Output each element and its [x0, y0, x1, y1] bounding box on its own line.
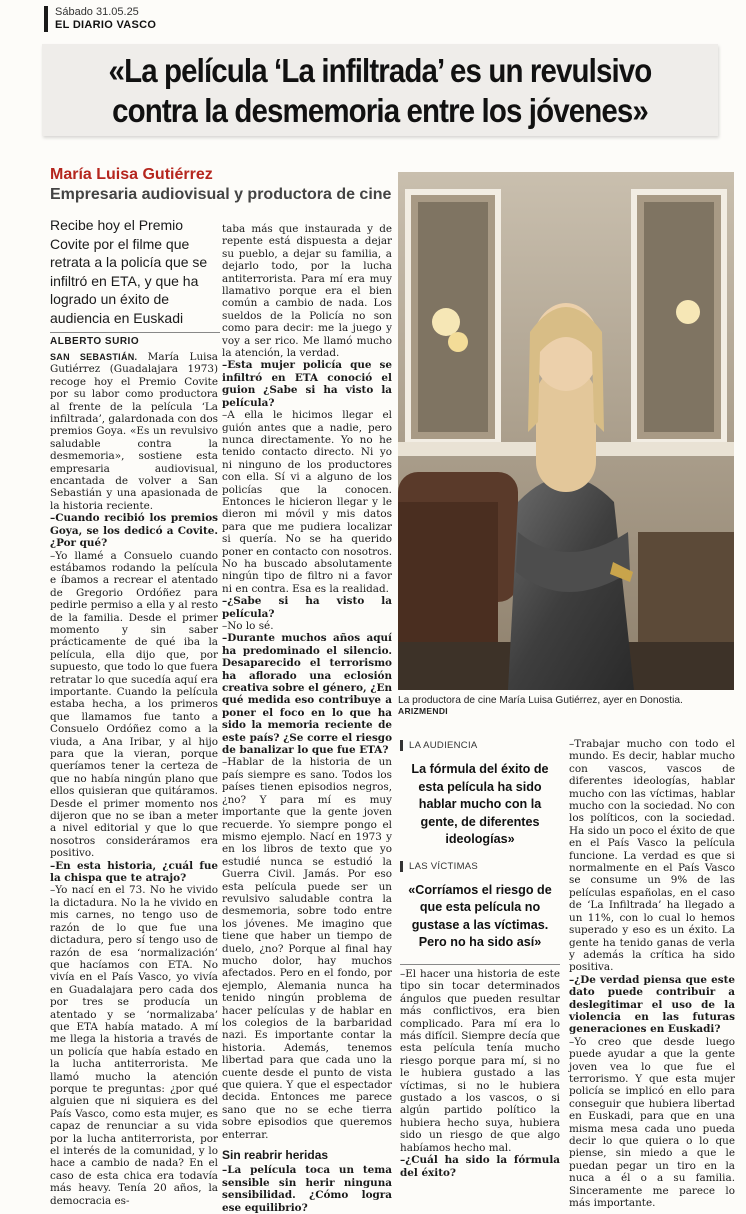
question: –La película toca un tema sensible sin herir ninguna sensibilidad. ¿Cómo logra ese equilibrio?: [222, 1164, 392, 1214]
question: –En esta historia, ¿cuál fue la chispa que te atrajo?: [50, 859, 218, 885]
answer: –Yo nací en el 73. No he vivido la dictadura. No la he vivido en mis carnes, no tengo uso de razón de lo que fue una dictadura, pero sí tengo uso de razón de esa ‘normalización’ que hacíamos con ETA. No vivía en el País Vasco, yo vivía en Guadalajara pero cada dos por tres se producía un atentado y se ‘normalizaba’ que ETA había matado. A mí me llega la historia a través de un policía que había estado en la lucha antiterrorista. Me llamó mucho la atención porque te preguntas: ¿por qué alguien que ni siquiera es del País Vasco, como esta mujer, es capaz de renunciar a su vida por la lucha antiterrorista, por el interés de la comunidad, y lo hace a cambio de nada? En el caso de esta chica era todavía más heavy. Tenía 20 años, la democracia es-: [50, 884, 218, 1207]
answer: –Yo llamé a Consuelo cuando estábamos rodando la película e íbamos a recrear el atentado de Gregorio Ordóñez para pedirle permiso a ella y al resto de la familia. Desde el primer momento y sin saber prácticamente de qué iba la película, ella dijo que, por supuesto, que todo lo que fuera retratar lo que sucedía aquí era importante. Cuando la película estaba hecha, a los primeros que llamamos fue tanto a Consuelo Ordóñez como a la viuda, a Ana Iribar, y al hijo para que la vieran, porque queríamos tener la certeza de que no había ningún plano que ellos quisieran que quitáramos. Desde el primer momento nos dijeron que no se iban a meter a nivel editorial y que lo que nosotros consideráramos era positivo.: [50, 549, 218, 860]
portrait-photo: [398, 172, 734, 690]
answer: –Hablar de la historia de un país siempre es sano. Todos los países tienen episodios negros, ¿no? Y para mí es muy importante que la gente joven recuerde. Yo siempre pongo el mismo ejemplo. Nací en 1973 y en los libros de texto que yo estudié nunca se estudió la Guerra Civil. Jamás. Por eso esta película puede ser un revulsivo saludable contra la desmemoria, sobre todo entre los jóvenes. Me imagino que tiene que haber un tiempo de duelo, ¿no? Porque al final hay mucho dolor, hay muchos afectados. Pero en el fondo, por ejemplo, Alemania nunca ha tenido ningún problema de hacer películas y de hablar en los colegios de la barbaridad nazi. Es importante contar la historia. Además, tenemos libertad para que cada uno la cuente desde el punto de vista que quiera. Y que el espectador decida. Entonces me parece sano que no se eche tierra sobre episodios que queremos enterrar.: [222, 756, 392, 1141]
article-column-3: [400, 968, 560, 1179]
masthead: [44, 6, 156, 32]
interviewee-name: María Luisa Gutiérrez: [50, 166, 213, 183]
pullquote-text: La fórmula del éxito de esta película ha sido hablar mucho con la gente, de diferentes ideologías»: [411, 762, 549, 846]
interviewee-role: Empresaria audiovisual y productora de cine: [50, 186, 392, 203]
question: –Esta mujer policía que se infiltró en ETA conoció el guion ¿Sabe si ha visto la película?: [222, 359, 392, 409]
question: –Cuando recibió los premios Goya, se los dedicó a Covite. ¿Por qué?: [50, 512, 218, 550]
question: –¿De verdad piensa que este dato puede contribuir a deslegitimar el uso de la violencia en las futuras generaciones en Euskadi?: [569, 973, 735, 1036]
pull-quotes: [400, 740, 560, 955]
section-heading: Sin reabrir heridas: [222, 1148, 329, 1163]
pullquote-text: «Corríamos el riesgo de que esta película no gustase a las víctimas. Pero no ha sido así»: [408, 882, 552, 949]
answer: –El hacer una historia de este tipo sin tocar determinados ángulos que pueden resultar más conflictivos, era bien complicado. Para mí era lo más difícil. Siempre decía que esta película tenía mucho riesgo porque para mí, si no le hubiera gustado a las víctimas, si no le hubiera gustado a los vascos, o si algún partido político la hubiera hecho suya, hubiera sido un riesgo de que algo habíamos hecho mal.: [400, 968, 560, 1154]
photo-caption: La productora de cine María Luisa Gutiérrez, ayer en Donostia. ARIZMENDI: [398, 695, 683, 716]
answer: –Trabajar mucho con todo el mundo. Es decir, hablar mucho con vascos, vascos de diferentes ideologías, hablar mucho con las víctimas, hablar mucho con la sociedad. No con los políticos, con la sociedad. Ha sido un poco el éxito de que en el País Vasco la película funcione. La verdad es que si normalmente en el País Vasco se consume un 9% de las películas españolas, en el caso de ‘La Infiltrada’ ha llegado a un 11%, con lo cual lo hemos superado y eso es un éxito. La gente ha tenido ganas de verla y además la crítica ha sido positiva.: [569, 738, 735, 974]
divider: [400, 964, 560, 965]
answer: –A ella le hicimos llegar el guión antes que a nadie, pero nunca directamente. Yo no he tenido contacto directo. Ni yo ni ninguno de los productores con ella. Sí vi a alguno de los policías que la conocen. Entonces le hicieron llegar y le dieron mi móvil y mis datos para que me pudiera localizar si quería. No se ha querido poner en contacto con nosotros. No ha buscado absolutamente ningún tipo de filtro ni a favor ni en contra. Esa es la realidad.: [222, 409, 392, 595]
answer: taba más que instaurada y de repente está dispuesta a dejar su pueblo, a dejar su familia, a dejarlo todo, por la lucha antiterrorista. Para mí era muy llamativo porque era el bien común a cambio de nada. Los sueldos de la Policía no son como para decir: me la juego y voy a ser rico. Me llamó mucho la atención, la verdad.: [222, 223, 392, 360]
question: –¿Cuál ha sido la fórmula del éxito?: [400, 1154, 560, 1179]
pullquote-label: LA AUDIENCIA: [400, 740, 560, 751]
question: –¿Sabe si ha visto la película?: [222, 595, 392, 620]
newspaper-name: EL DIARIO VASCO: [44, 19, 156, 32]
question: –Durante muchos años aquí ha predominado el silencio. Desaparecido el terrorismo ha aflorado una eclosión creativa sobre el género, ¿En qué medida eso contribuye a poner el foco en lo que ha sido la memoria reciente de este país? ¿Se corre el riesgo de banalizar lo que fue ETA?: [222, 632, 392, 757]
headline-line-1: «La película ‘La infiltrada’ es un revulsivo: [108, 53, 652, 90]
author-byline: ALBERTO SURIO: [50, 332, 220, 347]
article-column-4: [569, 738, 735, 1209]
article-column-2: [222, 223, 392, 1214]
issue-date: Sábado 31.05.25: [44, 6, 156, 19]
subheadline: Recibe hoy el Premio Covite por el filme que retrata a la policía que se infiltró en ETA, y que ha logrado un éxito de audiencia en Euskadi: [50, 217, 208, 326]
pullquote-label: LAS VÍCTIMAS: [400, 861, 560, 872]
headline-line-2: contra la desmemoria entre los jóvenes»: [112, 93, 648, 130]
intro-paragraph: SAN SEBASTIÁN. María Luisa Gutiérrez (Guadalajara 1973) recoge hoy el Premio Covite por su labor como productora al frente de la película ‘La infiltrada’, galardonada con dos premios Goya. «Es un revulsivo saludable contra la desmemoria», sostiene esta empresaria audiovisual, encantada de volver a San Sebastián y una apasionada de la historia reciente.: [50, 351, 218, 512]
headline: [83, 52, 678, 132]
answer: –Yo creo que desde luego puede ayudar a que la gente joven vea lo que fue el terrorismo. Y que esta mujer policía se implicó en ello para conseguir que hubiera libertad en Euskadi, para que en una misma mesa cada uno pueda decir lo que quiera o lo que piense, sin miedo a que le puedan pegar un tiro en la nuca a él o a su familia. Sinceramente me parece lo más importante.: [569, 1035, 735, 1210]
article-column-1: [50, 351, 218, 1207]
photo-credit: ARIZMENDI: [398, 706, 448, 716]
photo-illustration: [398, 172, 734, 690]
answer: –No lo sé.: [222, 620, 274, 632]
dateline-city: SAN SEBASTIÁN.: [50, 352, 138, 362]
